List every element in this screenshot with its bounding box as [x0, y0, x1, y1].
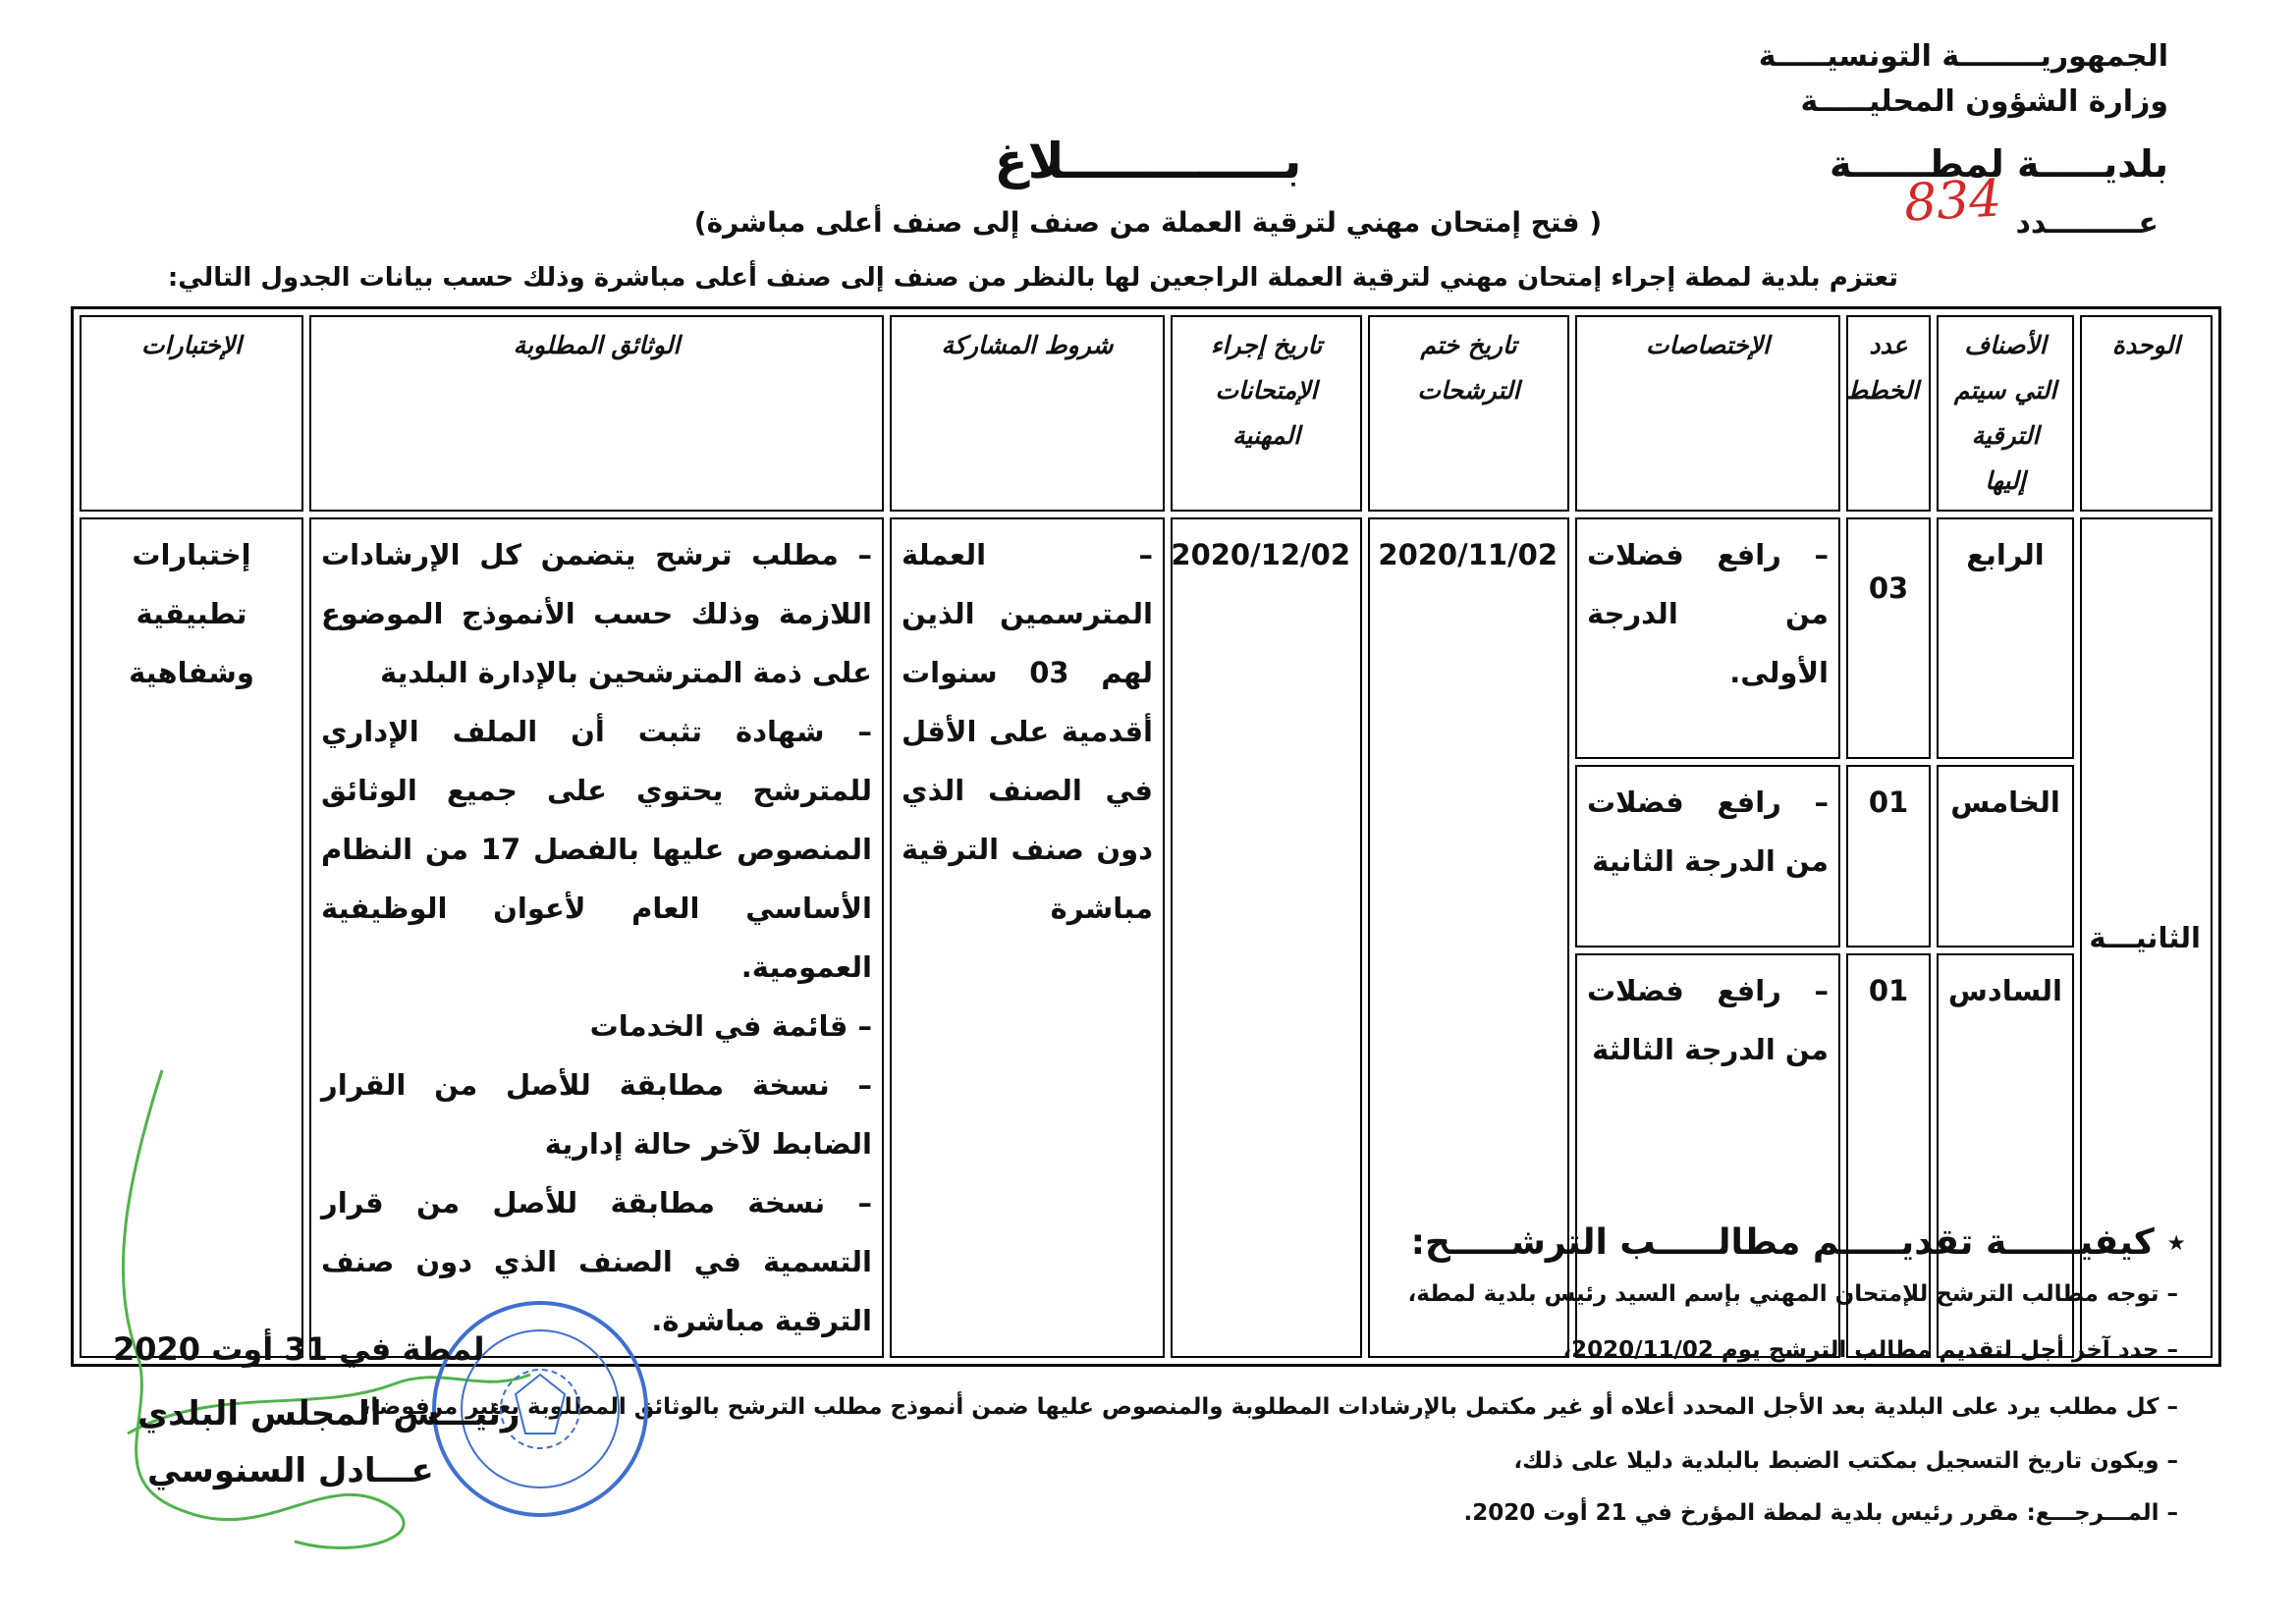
- municipality-heading: بلديـــــة لمطــــــة: [1830, 142, 2168, 186]
- deadline-cell: 2020/11/02: [1368, 517, 1569, 1358]
- document-item: – شهادة تثبت أن الملف الإداري للمترشح يحتوي على جميع الوثائق المنصوص عليها بالفصل 17 من النظام الأساسي العام لأعوان الوظيفية العمومية.: [321, 715, 872, 984]
- specialty-cell: – رافع فضلات من الدرجة الثالثة: [1575, 953, 1840, 1358]
- how-to-apply-title: ٭ كيفيــــــة تقديـــــم مطالـــــب الترشـــــح:: [1410, 1222, 2186, 1263]
- document-title: بـــــــــــــلاغ: [994, 133, 1302, 189]
- table-row: [80, 517, 2213, 759]
- document-item: – نسخة مطابقة للأصل من القرار الضابط لآخر حالة إدارية: [321, 1068, 872, 1161]
- signatory-name: عـــادل السنوسي: [147, 1451, 434, 1490]
- how-to-apply-note: – حدد آخر أجل لتقديم مطالب الترشح يوم 2020/11/02،: [1562, 1337, 2178, 1363]
- how-to-apply-note: – توجه مطالب الترشح للإمتحان المهني بإسم السيد رئيس بلدية لمطة،: [1407, 1281, 2178, 1307]
- document-item: – قائمة في الخدمات: [589, 1009, 872, 1043]
- republic-heading: الجمهوريــــــــة التونسيـــــة: [1758, 39, 2168, 74]
- document-item: – نسخة مطابقة للأصل من قرار التسمية في الصنف الذي دون صنف الترقية مباشرة.: [321, 1186, 872, 1337]
- category-cell: الخامس: [1937, 765, 2074, 947]
- header-exam-date: تاريخ إجراء الإمتحانات المهنية: [1171, 315, 1362, 512]
- document-subtitle: ( فتح إمتحان مهني لترقية العملة من صنف إلى صنف أعلى مباشرة): [693, 206, 1603, 239]
- table-header-row: [80, 315, 2213, 512]
- header-conditions: شروط المشاركة: [890, 315, 1165, 512]
- category-cell: السادس: [1937, 953, 2074, 1358]
- signature-date: لمطة في 31 أوت 2020: [113, 1330, 485, 1368]
- header-categories: الأصناف التي سيتم الترقية إليها: [1937, 315, 2074, 512]
- document-item: – مطلب ترشح يتضمن كل الإرشادات اللازمة وذلك حسب الأنموذج الموضوع على ذمة المترشحين بالإدارة البلدية: [321, 538, 872, 689]
- header-specialties: الإختصاصات: [1575, 315, 1840, 512]
- positions-cell: 03: [1846, 517, 1931, 759]
- specialty-cell: – رافع فضلات من الدرجة الأولى.: [1575, 517, 1840, 759]
- how-to-apply-note: – المـــرجـــع: مقرر رئيس بلدية لمطة المؤرخ في 21 أوت 2020.: [1463, 1500, 2178, 1526]
- specialty-cell: – رافع فضلات من الدرجة الثانية: [1575, 765, 1840, 947]
- conditions-cell: – العملة المترسمين الذين لهم 03 سنوات أقدمية على الأقل في الصنف الذي دون صنف الترقية مباشرة: [890, 517, 1165, 1358]
- header-unit: الوحدة: [2080, 315, 2213, 512]
- how-to-apply-note: – كل مطلب يرد على البلدية بعد الأجل المحدد أعلاه أو غير مكتمل بالإرشادات المطلوبة والمنصوص عليها ضمن أنموذج مطلب الترشح بالوثائق المطلوبة يعتبر مرفوضا،: [361, 1394, 2178, 1420]
- category-cell: الرابع: [1937, 517, 2074, 759]
- header-tests: الإختبارات: [80, 315, 303, 512]
- header-deadline: تاريخ ختم الترشحات: [1368, 315, 1569, 512]
- unit-cell: الثانيـــة: [2080, 517, 2213, 1358]
- positions-cell: 01: [1846, 953, 1931, 1358]
- reference-number-handwritten: 834: [1902, 169, 2003, 234]
- positions-cell: 01: [1846, 765, 1931, 947]
- intro-paragraph: تعتزم بلدية لمطة إجراء إمتحان مهني لترقية العملة الراجعين لها بالنظر من صنف إلى صنف أعلى مباشرة وذلك حسب بيانات الجدول التالي:: [167, 263, 1898, 293]
- header-positions: عدد الخطط: [1846, 315, 1931, 512]
- signatory-role: رئيـــس المجلس البلدي: [137, 1394, 520, 1434]
- reference-number-label: عـــــــــدد: [2015, 206, 2159, 241]
- exam-date-cell: 2020/12/02: [1171, 517, 1362, 1358]
- tests-cell: إختبارات تطبيقية وشفاهية: [80, 517, 303, 1358]
- header-documents: الوثائق المطلوبة: [309, 315, 884, 512]
- how-to-apply-note: – ويكون تاريخ التسجيل بمكتب الضبط بالبلدية دليلا على ذلك،: [1513, 1448, 2178, 1474]
- ministry-heading: وزارة الشؤون المحليـــــة: [1800, 84, 2168, 119]
